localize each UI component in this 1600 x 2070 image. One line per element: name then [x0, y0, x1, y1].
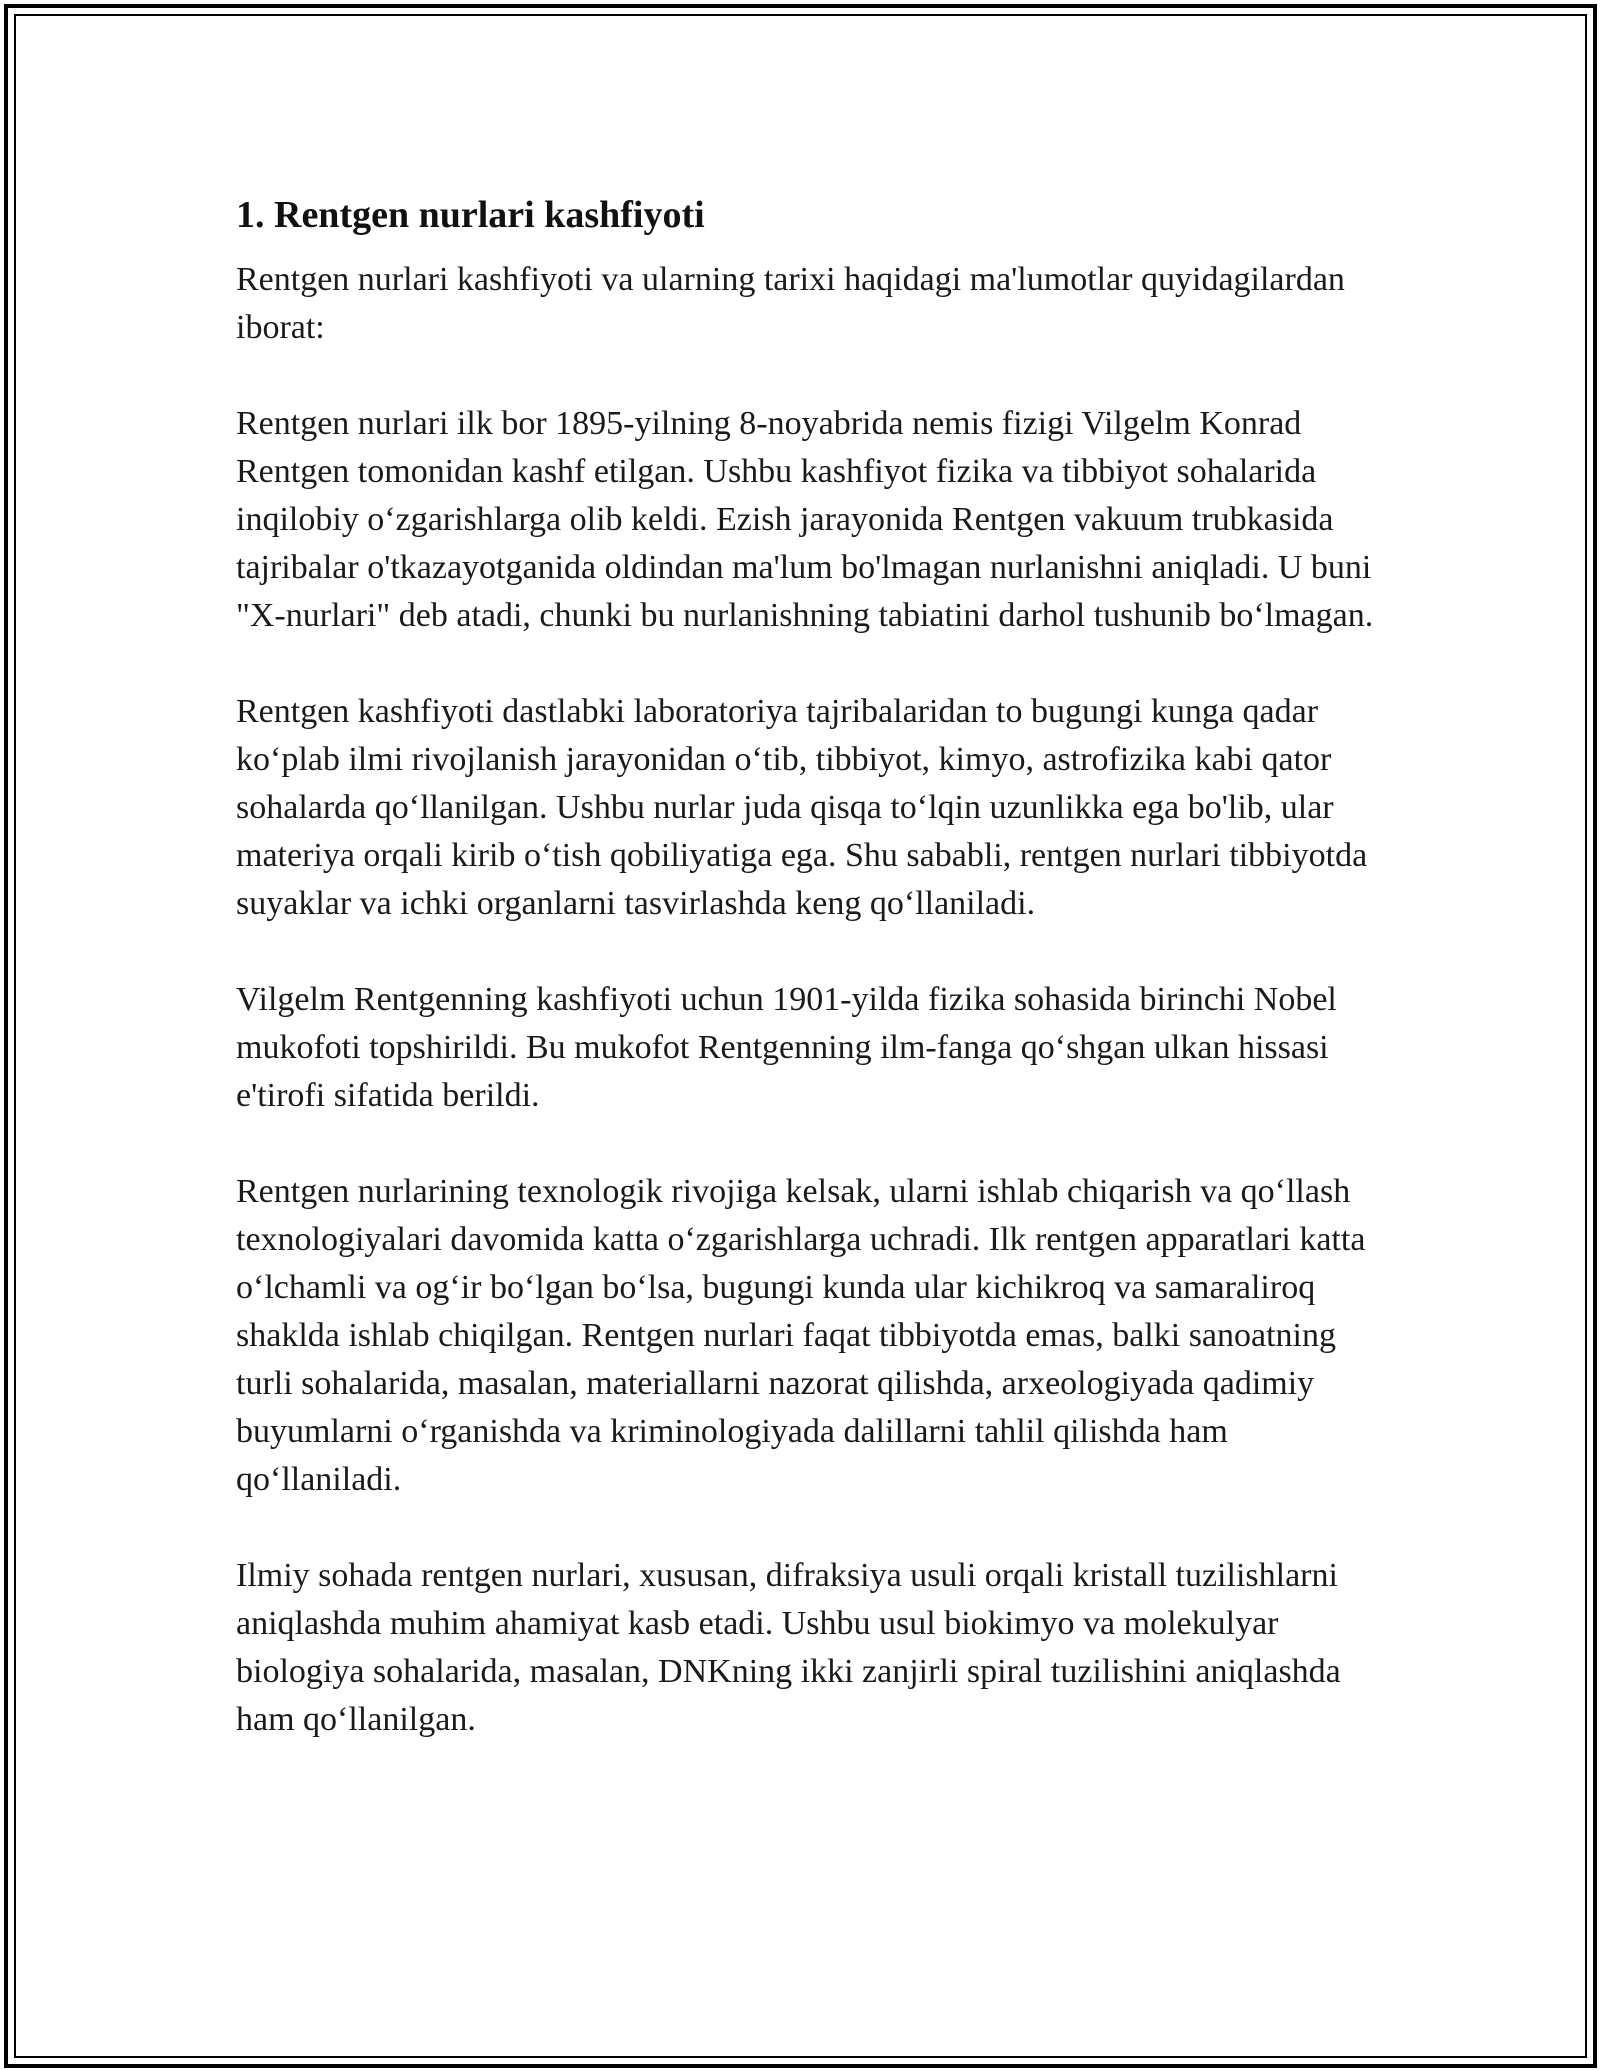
paragraph-discovery: Rentgen nurlari ilk bor 1895-yilning 8-noyabrida nemis fizigi Vilgelm Konrad Rentgen tomonidan kashf etilgan. Ushbu kashfiyot fizika va tibbiyot sohalarida inqilobiy oʻzgarishlarga olib keldi. Ezish jarayonida Rentgen vakuum trubkasida tajribalar o'tkazayotganida oldindan ma'lum bo'lmagan nurlanishni aniqladi. U buni "X-nurlari" deb atadi, chunki bu nurlanishning tabiatini darhol tushunib boʻlmagan. — [236, 405, 1374, 634]
paragraph-technology: Rentgen nurlarining texnologik rivojiga kelsak, ularni ishlab chiqarish va qoʻllash texnologiyalari davomida katta oʻzgarishlarga uchradi. Ilk rentgen apparatlari katta oʻlchamli va ogʻir boʻlgan boʻlsa, bugungi kunda ular kichikroq va samaraliroq shaklda ishlab chiqilgan. Rentgen nurlari faqat tibbiyotda emas, balki sanoatning turli sohalarida, masalan, materiallarni nazorat qilishda, arxeologiyada qadimiy buyumlarni oʻrganishda va kriminologiyada dalillarni tahlil qilishda ham qoʻllaniladi. — [236, 1173, 1366, 1498]
paragraph-intro: Rentgen nurlari kashfiyoti va ularning tarixi haqidagi ma'lumotlar quyidagilardan iborat: — [236, 261, 1345, 346]
paragraph-nobel-prize: Vilgelm Rentgenning kashfiyoti uchun 1901-yilda fizika sohasida birinchi Nobel mukofoti topshirildi. Bu mukofot Rentgenning ilm-fanga qoʻshgan ulkan hissasi e'tirofi sifatida berildi. — [236, 981, 1337, 1114]
document-body — [236, 186, 1376, 1792]
paragraph-diffraction: Ilmiy sohada rentgen nurlari, xususan, difraksiya usuli orqali kristall tuzilishlarni aniqlashda muhim ahamiyat kasb etadi. Ushbu usul biokimyo va molekulyar biologiya sohalarida, masalan, DNKning ikki zanjirli spiral tuzilishini aniqlashda ham qoʻllanilgan. — [236, 1557, 1341, 1738]
section-title: 1. Rentgen nurlari kashfiyoti — [236, 194, 705, 236]
paragraph-applications: Rentgen kashfiyoti dastlabki laboratoriya tajribalaridan to bugungi kunga qadar koʻplab ilmi rivojlanish jarayonidan oʻtib, tibbiyot, kimyo, astrofizika kabi qator sohalarda qoʻllanilgan. Ushbu nurlar juda qisqa toʻlqin uzunlikka ega bo'lib, ular materiya orqali kirib oʻtish qobiliyatiga ega. Shu sababli, rentgen nurlari tibbiyotda suyaklar va ichki organlarni tasvirlashda keng qoʻllaniladi. — [236, 693, 1368, 922]
